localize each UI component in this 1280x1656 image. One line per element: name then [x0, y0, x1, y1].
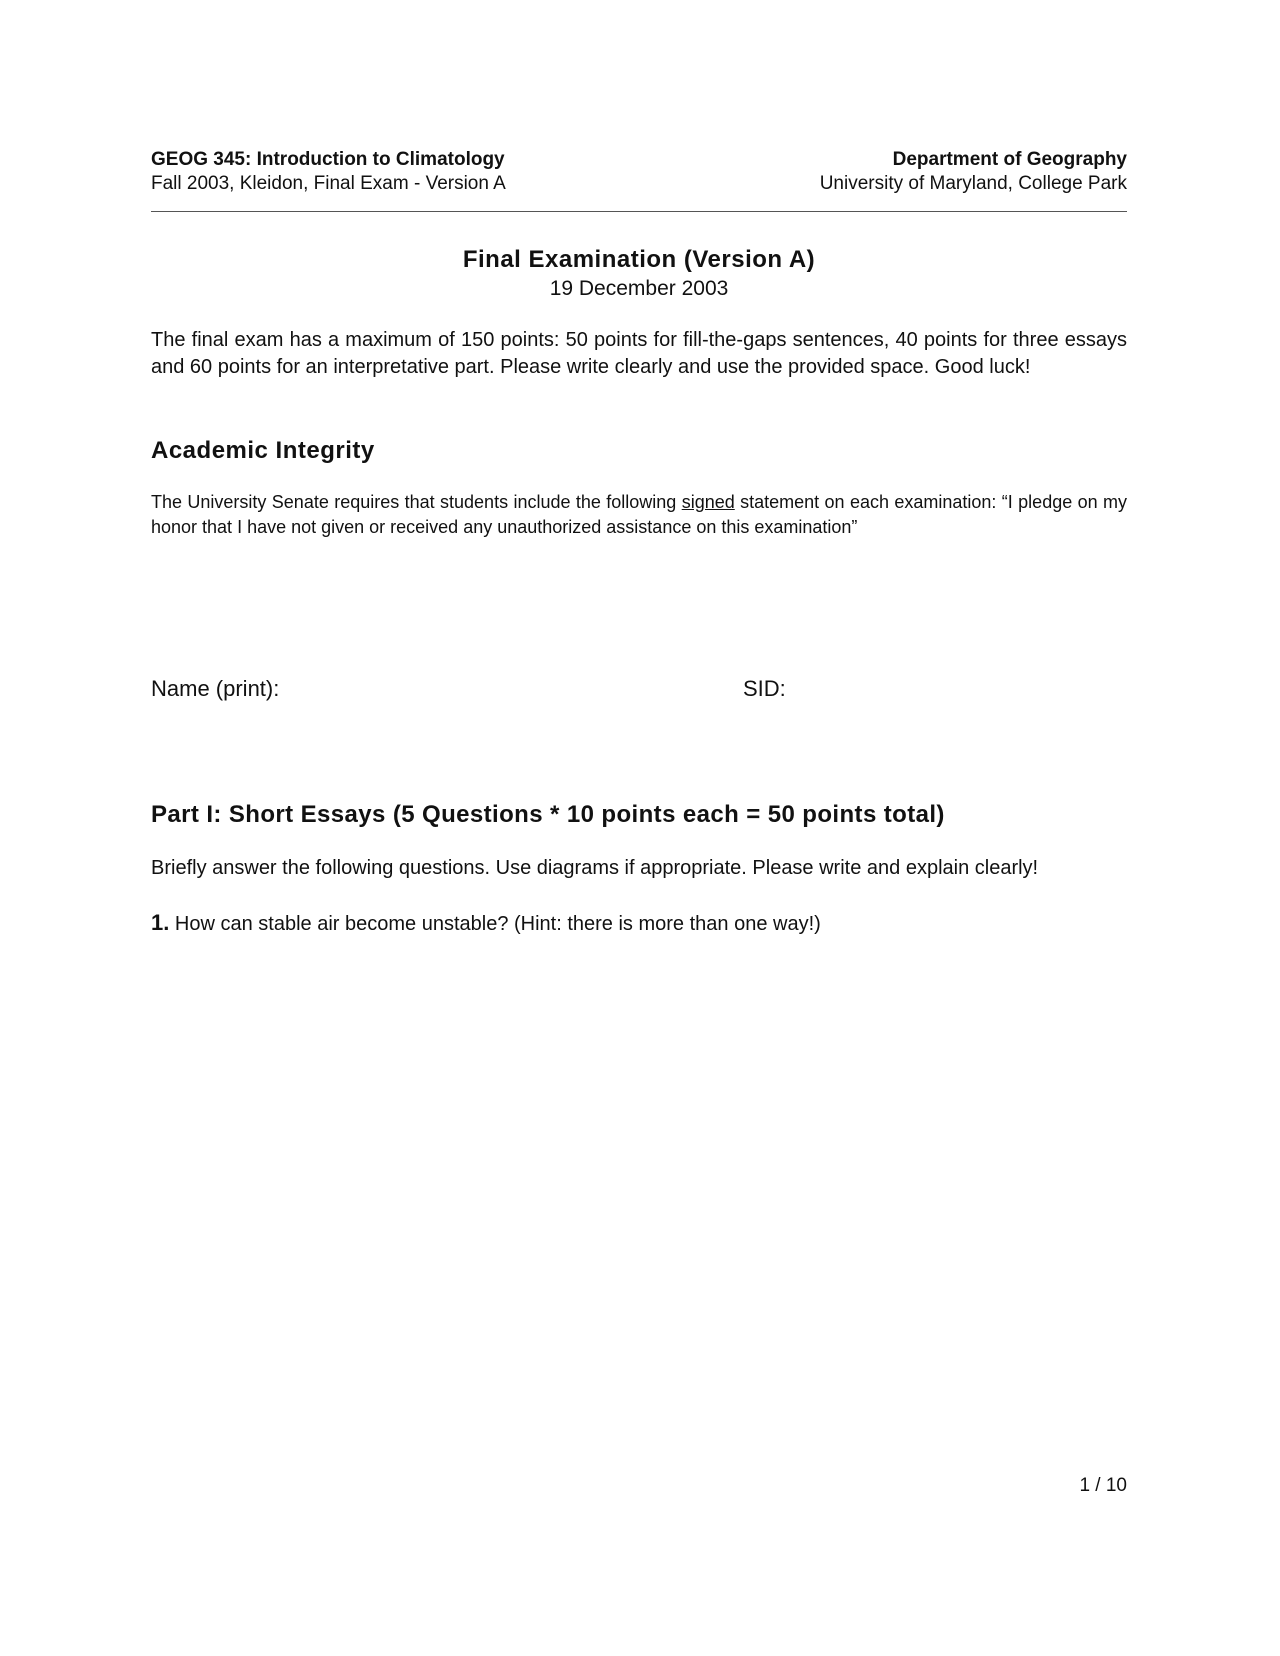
department-name: Department of Geography	[892, 149, 1127, 170]
sid-field-label: SID:	[743, 676, 786, 701]
course-title: GEOG 345: Introduction to Climatology	[151, 149, 505, 170]
header-divider	[151, 211, 1127, 212]
question-1	[151, 910, 821, 936]
part1-intro: Briefly answer the following questions. Use diagrams if appropriate. Please write and explain clearly!	[151, 857, 1039, 879]
header-left	[151, 148, 506, 196]
header-right	[820, 148, 1127, 196]
exam-title: Final Examination (Version A)	[462, 246, 816, 273]
page-number: 1 / 10	[1079, 1475, 1127, 1496]
exam-intro: The final exam has a maximum of 150 points: 50 points for fill-the-gaps sentences, 40 points for three essays and 60 points for an interpretative part. Please write clearly and use the provided space. Good luck!	[151, 329, 1127, 378]
integrity-text-after: statement on each examination: “I pledge on my honor that I have not given or received any unauthorized assistance on this examination”	[151, 492, 1127, 537]
name-field-label: Name (print):	[151, 676, 280, 701]
question-text: How can stable air become unstable? (Hint: there is more than one way!)	[169, 913, 821, 935]
course-subtitle: Fall 2003, Kleidon, Final Exam - Version A	[151, 173, 506, 194]
integrity-text-before: The University Senate requires that students include the following	[151, 492, 682, 512]
integrity-signed-word: signed	[681, 492, 735, 512]
integrity-statement	[151, 490, 1127, 540]
university-name: University of Maryland, College Park	[819, 173, 1127, 194]
part1-heading: Part I: Short Essays (5 Questions * 10 points each = 50 points total)	[151, 801, 945, 828]
question-number: 1.	[151, 910, 170, 935]
title-block	[151, 245, 1127, 303]
integrity-heading: Academic Integrity	[151, 437, 375, 464]
exam-date: 19 December 2003	[549, 277, 729, 300]
